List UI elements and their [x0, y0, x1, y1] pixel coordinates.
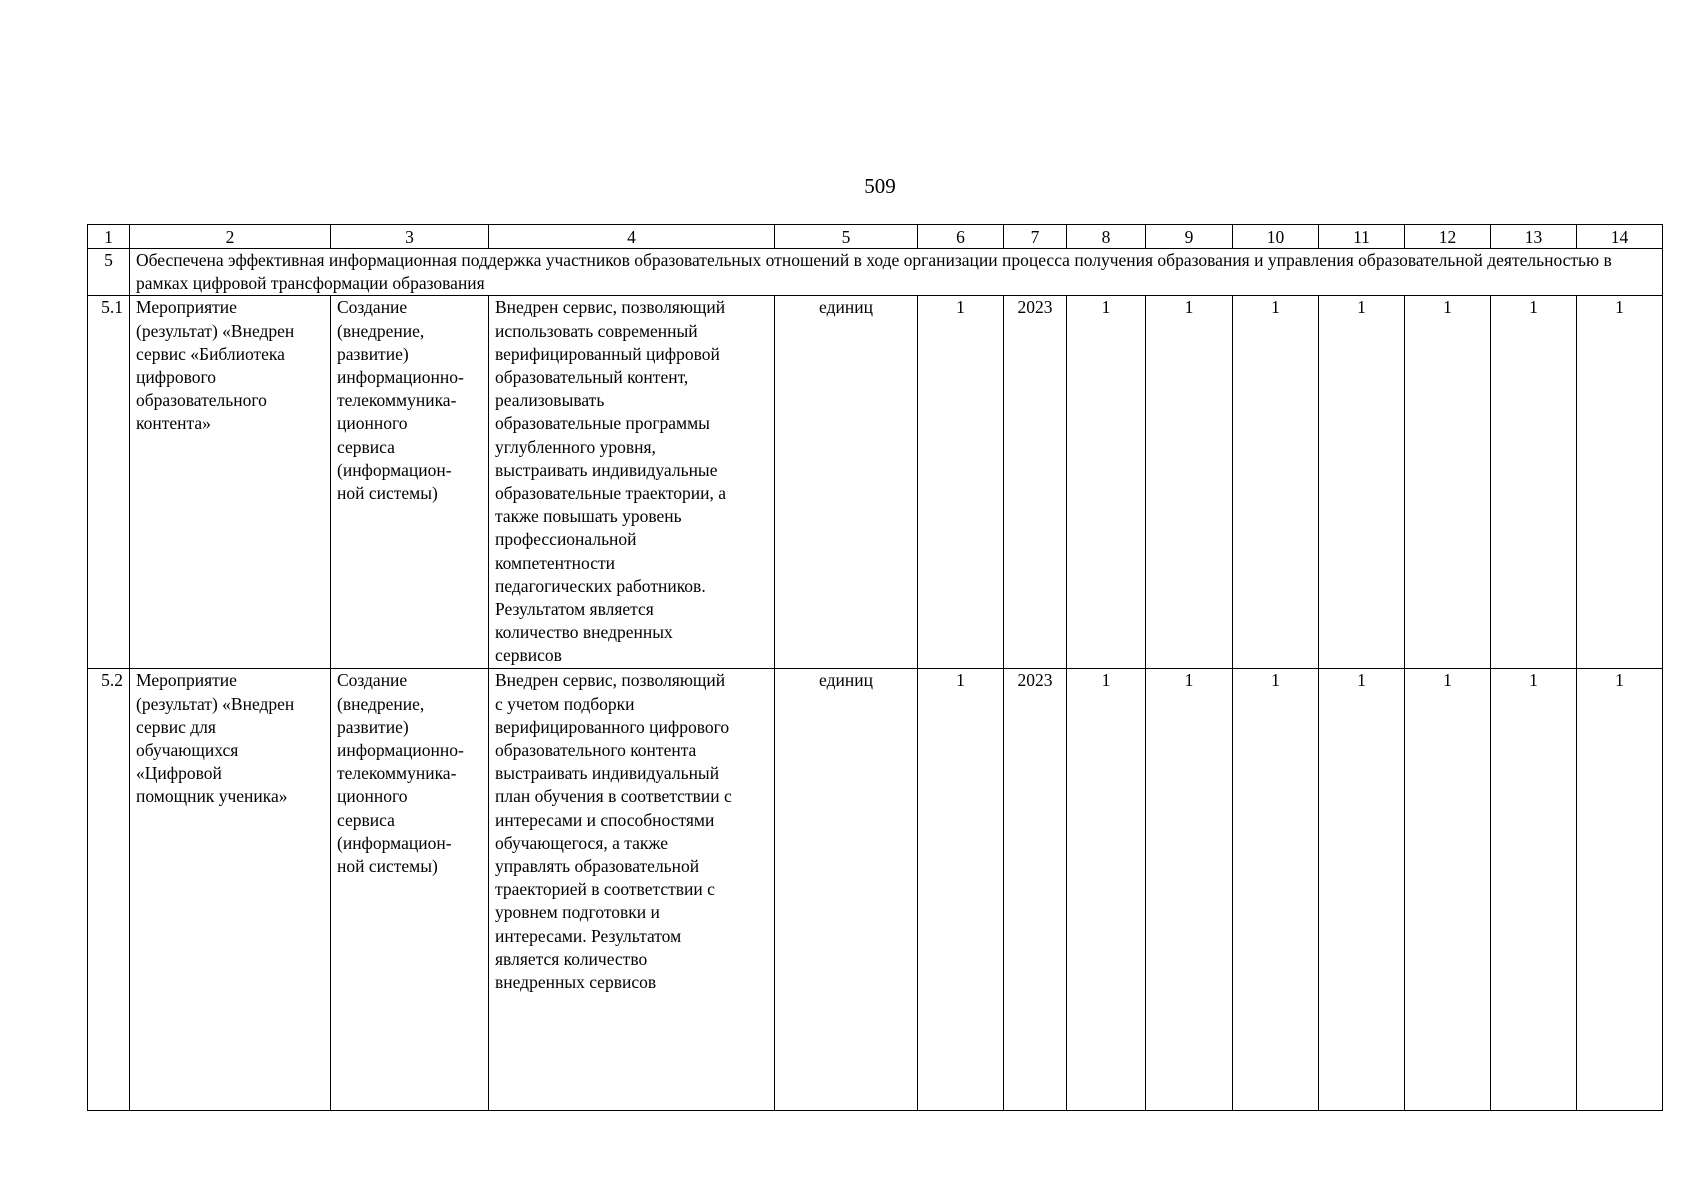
- value-cell: 1: [1405, 669, 1491, 1111]
- unit-cell: единиц: [775, 296, 918, 669]
- page-number: 509: [864, 174, 896, 198]
- column-number: 3: [331, 225, 489, 249]
- column-number: 13: [1491, 225, 1577, 249]
- base-year-cell: 2023: [1004, 669, 1067, 1111]
- base-year-cell: 2023: [1004, 296, 1067, 669]
- value-cell: 1: [1319, 669, 1405, 1111]
- table-row: [88, 669, 1663, 1111]
- base-value-cell: 1: [918, 669, 1004, 1111]
- value-cell: 1: [1067, 669, 1146, 1111]
- row-number: 5.2: [88, 669, 130, 1111]
- column-number: 7: [1004, 225, 1067, 249]
- value-cell: 1: [1233, 296, 1319, 669]
- column-number: 10: [1233, 225, 1319, 249]
- column-number-row: [88, 225, 1663, 249]
- value-cell: 1: [1233, 669, 1319, 1111]
- value-cell: 1: [1319, 296, 1405, 669]
- measures-table: [87, 224, 1663, 1111]
- measure-description: Внедрен сервис, позволяющий с учетом подборки верифицированного цифрового образовательного контента выстраивать индивидуальный план обучения в соответствии с интересами и способностями обучающегося, а также управлять образовательной траекторией в соответствии с уровнем подготовки и интересами. Результатом является количество внедренных сервисов: [489, 669, 775, 1111]
- measure-name: Мероприятие (результат) «Внедрен сервис для обучающихся «Цифровой помощник ученика»: [130, 669, 331, 1111]
- base-value-cell: 1: [918, 296, 1004, 669]
- unit-cell: единиц: [775, 669, 918, 1111]
- measure-type: Создание (внедрение, развитие) информационно- телекоммуника- ционного сервиса (информацион- ной системы): [331, 296, 489, 669]
- row-number: 5.1: [88, 296, 130, 669]
- value-cell: 1: [1491, 296, 1577, 669]
- column-number: 14: [1577, 225, 1663, 249]
- column-number: 8: [1067, 225, 1146, 249]
- measure-description: Внедрен сервис, позволяющий использовать современный верифицированный цифровой образовательный контент, реализовывать образовательные программы углубленного уровня, выстраивать индивидуальные образовательные траектории, а также повышать уровень профессиональной компетентности педагогических работников. Результатом является количество внедренных сервисов: [489, 296, 775, 669]
- column-number: 1: [88, 225, 130, 249]
- value-cell: 1: [1405, 296, 1491, 669]
- column-number: 9: [1146, 225, 1233, 249]
- column-number: 5: [775, 225, 918, 249]
- column-number: 4: [489, 225, 775, 249]
- value-cell: 1: [1146, 669, 1233, 1111]
- value-cell: 1: [1067, 296, 1146, 669]
- section-title: Обеспечена эффективная информационная поддержка участников образовательных отношений в ходе организации процесса получения образования и управления образовательной деятельностью в рамках цифровой трансформации образования: [130, 249, 1663, 296]
- measure-type: Создание (внедрение, развитие) информационно- телекоммуника- ционного сервиса (информацион- ной системы): [331, 669, 489, 1111]
- table-row: [88, 296, 1663, 669]
- value-cell: 1: [1577, 296, 1663, 669]
- column-number: 6: [918, 225, 1004, 249]
- value-cell: 1: [1146, 296, 1233, 669]
- section-row: [88, 249, 1663, 296]
- section-number: 5: [88, 249, 130, 296]
- column-number: 11: [1319, 225, 1405, 249]
- measure-name: Мероприятие (результат) «Внедрен сервис «Библиотека цифрового образовательного контента»: [130, 296, 331, 669]
- value-cell: 1: [1491, 669, 1577, 1111]
- column-number: 12: [1405, 225, 1491, 249]
- column-number: 2: [130, 225, 331, 249]
- value-cell: 1: [1577, 669, 1663, 1111]
